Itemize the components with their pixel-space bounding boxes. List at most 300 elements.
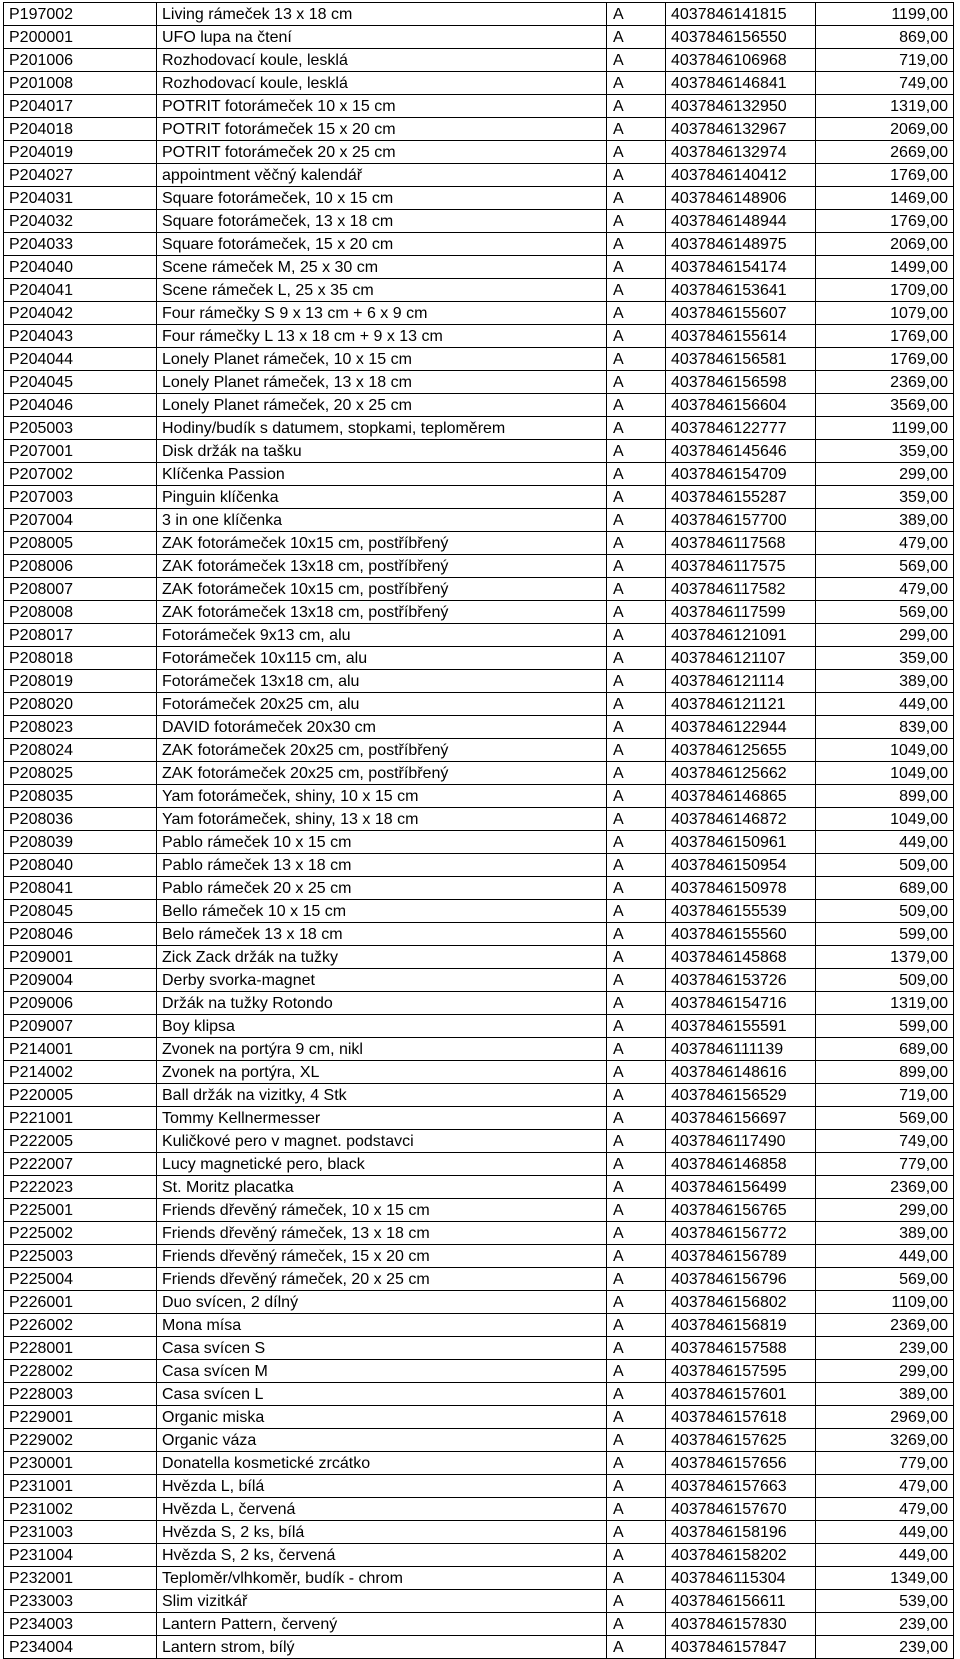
price-cell: 899,00 [816,785,954,808]
price-cell: 449,00 [816,831,954,854]
product-name-cell: Disk držák na tašku [157,440,607,463]
product-code-cell: P228003 [4,1383,157,1406]
table-row [4,1406,954,1429]
product-name-cell: Casa svícen L [157,1383,607,1406]
category-cell: A [607,670,666,693]
category-cell: A [607,1061,666,1084]
product-code-cell: P214001 [4,1038,157,1061]
table-row [4,3,954,26]
product-name-cell: Casa svícen M [157,1360,607,1383]
price-cell: 449,00 [816,693,954,716]
category-cell: A [607,1521,666,1544]
category-cell: A [607,1084,666,1107]
ean-code-cell: 4037846106968 [666,49,816,72]
category-cell: A [607,1245,666,1268]
ean-code-cell: 4037846156550 [666,26,816,49]
category-cell: A [607,1383,666,1406]
ean-code-cell: 4037846156611 [666,1590,816,1613]
table-row [4,578,954,601]
category-cell: A [607,1291,666,1314]
product-name-cell: St. Moritz placatka [157,1176,607,1199]
price-cell: 2369,00 [816,1176,954,1199]
category-cell: A [607,72,666,95]
product-code-cell: P208005 [4,532,157,555]
price-cell: 389,00 [816,509,954,532]
ean-code-cell: 4037846121121 [666,693,816,716]
category-cell: A [607,95,666,118]
category-cell: A [607,509,666,532]
table-row [4,164,954,187]
table-row [4,1130,954,1153]
product-name-cell: Square fotorámeček, 10 x 15 cm [157,187,607,210]
product-name-cell: Hodiny/budík s datumem, stopkami, teploměrem [157,417,607,440]
product-code-cell: P204045 [4,371,157,394]
price-cell: 689,00 [816,1038,954,1061]
category-cell: A [607,1475,666,1498]
category-cell: A [607,348,666,371]
ean-code-cell: 4037846153726 [666,969,816,992]
table-row [4,1337,954,1360]
category-cell: A [607,256,666,279]
price-cell: 299,00 [816,1360,954,1383]
product-name-cell: Lonely Planet rámeček, 10 x 15 cm [157,348,607,371]
table-row [4,95,954,118]
category-cell: A [607,187,666,210]
ean-code-cell: 4037846156697 [666,1107,816,1130]
price-cell: 779,00 [816,1452,954,1475]
table-row [4,1590,954,1613]
price-cell: 779,00 [816,1153,954,1176]
category-cell: A [607,26,666,49]
table-row [4,923,954,946]
ean-code-cell: 4037846121091 [666,624,816,647]
ean-code-cell: 4037846146841 [666,72,816,95]
product-code-cell: P230001 [4,1452,157,1475]
product-code-cell: P208039 [4,831,157,854]
price-cell: 359,00 [816,486,954,509]
price-cell: 1349,00 [816,1567,954,1590]
category-cell: A [607,785,666,808]
product-name-cell: Hvězda L, bílá [157,1475,607,1498]
product-code-cell: P209001 [4,946,157,969]
category-cell: A [607,233,666,256]
product-code-cell: P208024 [4,739,157,762]
table-row [4,1567,954,1590]
table-row [4,1429,954,1452]
ean-code-cell: 4037846125662 [666,762,816,785]
product-code-cell: P204044 [4,348,157,371]
product-name-cell: Pablo rámeček 10 x 15 cm [157,831,607,854]
ean-code-cell: 4037846155539 [666,900,816,923]
price-cell: 479,00 [816,532,954,555]
category-cell: A [607,371,666,394]
price-cell: 2669,00 [816,141,954,164]
product-name-cell: Fotorámeček 13x18 cm, alu [157,670,607,693]
ean-code-cell: 4037846155607 [666,302,816,325]
product-name-cell: Friends dřevěný rámeček, 20 x 25 cm [157,1268,607,1291]
price-list-body [4,3,954,1659]
ean-code-cell: 4037846156598 [666,371,816,394]
category-cell: A [607,440,666,463]
product-name-cell: POTRIT fotorámeček 20 x 25 cm [157,141,607,164]
table-row [4,1015,954,1038]
product-name-cell: POTRIT fotorámeček 15 x 20 cm [157,118,607,141]
ean-code-cell: 4037846154174 [666,256,816,279]
ean-code-cell: 4037846140412 [666,164,816,187]
product-code-cell: P229001 [4,1406,157,1429]
table-row [4,1222,954,1245]
ean-code-cell: 4037846148944 [666,210,816,233]
price-cell: 719,00 [816,1084,954,1107]
product-code-cell: P231004 [4,1544,157,1567]
product-code-cell: P208007 [4,578,157,601]
table-row [4,1291,954,1314]
product-name-cell: Zvonek na portýra 9 cm, nikl [157,1038,607,1061]
product-code-cell: P204041 [4,279,157,302]
ean-code-cell: 4037846156789 [666,1245,816,1268]
product-code-cell: P220005 [4,1084,157,1107]
price-cell: 569,00 [816,1268,954,1291]
product-code-cell: P204019 [4,141,157,164]
product-name-cell: Duo svícen, 2 dílný [157,1291,607,1314]
table-row [4,1636,954,1659]
category-cell: A [607,1498,666,1521]
product-code-cell: P204042 [4,302,157,325]
price-cell: 1199,00 [816,3,954,26]
product-code-cell: P214002 [4,1061,157,1084]
product-code-cell: P208025 [4,762,157,785]
product-code-cell: P208046 [4,923,157,946]
product-name-cell: Four rámečky L 13 x 18 cm + 9 x 13 cm [157,325,607,348]
table-row [4,394,954,417]
product-name-cell: Boy klipsa [157,1015,607,1038]
table-row [4,716,954,739]
price-cell: 839,00 [816,716,954,739]
product-code-cell: P208017 [4,624,157,647]
product-code-cell: P225004 [4,1268,157,1291]
table-row [4,785,954,808]
product-code-cell: P208040 [4,854,157,877]
table-row [4,854,954,877]
ean-code-cell: 4037846117599 [666,601,816,624]
product-code-cell: P204043 [4,325,157,348]
table-row [4,49,954,72]
product-code-cell: P204018 [4,118,157,141]
product-name-cell: Zvonek na portýra, XL [157,1061,607,1084]
table-row [4,1383,954,1406]
price-cell: 1769,00 [816,210,954,233]
category-cell: A [607,1360,666,1383]
category-cell: A [607,1636,666,1659]
product-code-cell: P208008 [4,601,157,624]
table-row [4,831,954,854]
category-cell: A [607,279,666,302]
category-cell: A [607,210,666,233]
product-name-cell: ZAK fotorámeček 13x18 cm, postříbřený [157,601,607,624]
ean-code-cell: 4037846121114 [666,670,816,693]
ean-code-cell: 4037846157618 [666,1406,816,1429]
table-row [4,1084,954,1107]
ean-code-cell: 4037846157588 [666,1337,816,1360]
ean-code-cell: 4037846157656 [666,1452,816,1475]
ean-code-cell: 4037846122777 [666,417,816,440]
price-cell: 2969,00 [816,1406,954,1429]
category-cell: A [607,1130,666,1153]
product-code-cell: P207003 [4,486,157,509]
price-cell: 1769,00 [816,164,954,187]
price-cell: 509,00 [816,900,954,923]
ean-code-cell: 4037846150978 [666,877,816,900]
product-name-cell: POTRIT fotorámeček 10 x 15 cm [157,95,607,118]
price-cell: 1079,00 [816,302,954,325]
product-code-cell: P225001 [4,1199,157,1222]
product-code-cell: P208035 [4,785,157,808]
ean-code-cell: 4037846154709 [666,463,816,486]
product-code-cell: P208036 [4,808,157,831]
product-code-cell: P208006 [4,555,157,578]
price-cell: 1769,00 [816,348,954,371]
price-cell: 1499,00 [816,256,954,279]
category-cell: A [607,969,666,992]
table-row [4,141,954,164]
product-name-cell: Lonely Planet rámeček, 20 x 25 cm [157,394,607,417]
ean-code-cell: 4037846148616 [666,1061,816,1084]
product-code-cell: P222005 [4,1130,157,1153]
table-row [4,1176,954,1199]
category-cell: A [607,394,666,417]
product-code-cell: P204017 [4,95,157,118]
product-name-cell: Square fotorámeček, 13 x 18 cm [157,210,607,233]
product-name-cell: Lantern strom, bílý [157,1636,607,1659]
product-name-cell: Yam fotorámeček, shiny, 10 x 15 cm [157,785,607,808]
price-cell: 449,00 [816,1544,954,1567]
product-name-cell: Hvězda S, 2 ks, bílá [157,1521,607,1544]
product-code-cell: P228001 [4,1337,157,1360]
price-cell: 2369,00 [816,1314,954,1337]
table-row [4,532,954,555]
product-name-cell: Rozhodovací koule, lesklá [157,49,607,72]
category-cell: A [607,693,666,716]
category-cell: A [607,1199,666,1222]
product-name-cell: Fotorámeček 10x115 cm, alu [157,647,607,670]
price-cell: 479,00 [816,1475,954,1498]
table-row [4,72,954,95]
table-row [4,1245,954,1268]
category-cell: A [607,1452,666,1475]
table-row [4,1360,954,1383]
ean-code-cell: 4037846155560 [666,923,816,946]
ean-code-cell: 4037846156772 [666,1222,816,1245]
table-row [4,1314,954,1337]
product-code-cell: P209006 [4,992,157,1015]
table-row [4,118,954,141]
ean-code-cell: 4037846117490 [666,1130,816,1153]
product-code-cell: P207001 [4,440,157,463]
table-row [4,187,954,210]
product-name-cell: Living rámeček 13 x 18 cm [157,3,607,26]
table-row [4,486,954,509]
product-code-cell: P231002 [4,1498,157,1521]
table-row [4,1521,954,1544]
category-cell: A [607,831,666,854]
price-cell: 389,00 [816,670,954,693]
product-name-cell: appointment věčný kalendář [157,164,607,187]
table-row [4,762,954,785]
price-cell: 2369,00 [816,371,954,394]
product-name-cell: Slim vizitkář [157,1590,607,1613]
ean-code-cell: 4037846132950 [666,95,816,118]
ean-code-cell: 4037846156499 [666,1176,816,1199]
price-cell: 479,00 [816,1498,954,1521]
product-code-cell: P228002 [4,1360,157,1383]
category-cell: A [607,1107,666,1130]
table-row [4,969,954,992]
product-code-cell: P208023 [4,716,157,739]
category-cell: A [607,1567,666,1590]
category-cell: A [607,1314,666,1337]
price-cell: 449,00 [816,1245,954,1268]
product-name-cell: Držák na tužky Rotondo [157,992,607,1015]
table-row [4,325,954,348]
table-row [4,1061,954,1084]
table-row [4,1268,954,1291]
product-code-cell: P222007 [4,1153,157,1176]
ean-code-cell: 4037846154716 [666,992,816,1015]
category-cell: A [607,463,666,486]
price-cell: 599,00 [816,923,954,946]
ean-code-cell: 4037846153641 [666,279,816,302]
product-code-cell: P208041 [4,877,157,900]
ean-code-cell: 4037846156802 [666,1291,816,1314]
table-row [4,900,954,923]
category-cell: A [607,647,666,670]
product-code-cell: P204040 [4,256,157,279]
product-name-cell: Fotorámeček 9x13 cm, alu [157,624,607,647]
category-cell: A [607,1176,666,1199]
table-row [4,371,954,394]
ean-code-cell: 4037846158202 [666,1544,816,1567]
category-cell: A [607,325,666,348]
table-row [4,440,954,463]
product-name-cell: Lantern Pattern, červený [157,1613,607,1636]
table-row [4,1452,954,1475]
price-cell: 749,00 [816,1130,954,1153]
table-row [4,1544,954,1567]
price-cell: 569,00 [816,555,954,578]
category-cell: A [607,417,666,440]
category-cell: A [607,923,666,946]
ean-code-cell: 4037846156819 [666,1314,816,1337]
category-cell: A [607,739,666,762]
ean-code-cell: 4037846117568 [666,532,816,555]
ean-code-cell: 4037846145646 [666,440,816,463]
ean-code-cell: 4037846125655 [666,739,816,762]
ean-code-cell: 4037846122944 [666,716,816,739]
ean-code-cell: 4037846150954 [666,854,816,877]
table-row [4,1153,954,1176]
category-cell: A [607,118,666,141]
product-code-cell: P208020 [4,693,157,716]
product-code-cell: P234004 [4,1636,157,1659]
category-cell: A [607,164,666,187]
product-name-cell: ZAK fotorámeček 20x25 cm, postříbřený [157,739,607,762]
category-cell: A [607,992,666,1015]
category-cell: A [607,900,666,923]
table-row [4,26,954,49]
price-cell: 1769,00 [816,325,954,348]
price-cell: 869,00 [816,26,954,49]
category-cell: A [607,762,666,785]
category-cell: A [607,624,666,647]
product-name-cell: Pinguin klíčenka [157,486,607,509]
product-code-cell: P226001 [4,1291,157,1314]
table-row [4,1107,954,1130]
ean-code-cell: 4037846141815 [666,3,816,26]
category-cell: A [607,854,666,877]
ean-code-cell: 4037846156581 [666,348,816,371]
product-name-cell: Fotorámeček 20x25 cm, alu [157,693,607,716]
category-cell: A [607,877,666,900]
price-cell: 359,00 [816,647,954,670]
price-cell: 239,00 [816,1636,954,1659]
category-cell: A [607,49,666,72]
product-code-cell: P204046 [4,394,157,417]
price-cell: 299,00 [816,624,954,647]
category-cell: A [607,1544,666,1567]
table-row [4,256,954,279]
product-name-cell: Organic váza [157,1429,607,1452]
price-cell: 389,00 [816,1222,954,1245]
ean-code-cell: 4037846156796 [666,1268,816,1291]
product-name-cell: Scene rámeček L, 25 x 35 cm [157,279,607,302]
ean-code-cell: 4037846157625 [666,1429,816,1452]
ean-code-cell: 4037846146872 [666,808,816,831]
product-name-cell: Scene rámeček M, 25 x 30 cm [157,256,607,279]
price-cell: 1319,00 [816,992,954,1015]
price-cell: 3269,00 [816,1429,954,1452]
price-cell: 509,00 [816,854,954,877]
ean-code-cell: 4037846155614 [666,325,816,348]
product-name-cell: Casa svícen S [157,1337,607,1360]
product-name-cell: ZAK fotorámeček 20x25 cm, postříbřený [157,762,607,785]
ean-code-cell: 4037846132974 [666,141,816,164]
product-name-cell: UFO lupa na čtení [157,26,607,49]
product-code-cell: P232001 [4,1567,157,1590]
ean-code-cell: 4037846145868 [666,946,816,969]
product-code-cell: P204031 [4,187,157,210]
table-row [4,210,954,233]
price-cell: 299,00 [816,1199,954,1222]
price-cell: 719,00 [816,49,954,72]
product-code-cell: P204027 [4,164,157,187]
product-code-cell: P197002 [4,3,157,26]
product-code-cell: P208045 [4,900,157,923]
product-code-cell: P207004 [4,509,157,532]
product-name-cell: Tommy Kellnermesser [157,1107,607,1130]
category-cell: A [607,532,666,555]
table-row [4,555,954,578]
category-cell: A [607,716,666,739]
product-code-cell: P201006 [4,49,157,72]
category-cell: A [607,1429,666,1452]
price-cell: 509,00 [816,969,954,992]
ean-code-cell: 4037846156529 [666,1084,816,1107]
price-cell: 899,00 [816,1061,954,1084]
price-cell: 599,00 [816,1015,954,1038]
price-cell: 569,00 [816,1107,954,1130]
table-row [4,1199,954,1222]
ean-code-cell: 4037846117582 [666,578,816,601]
